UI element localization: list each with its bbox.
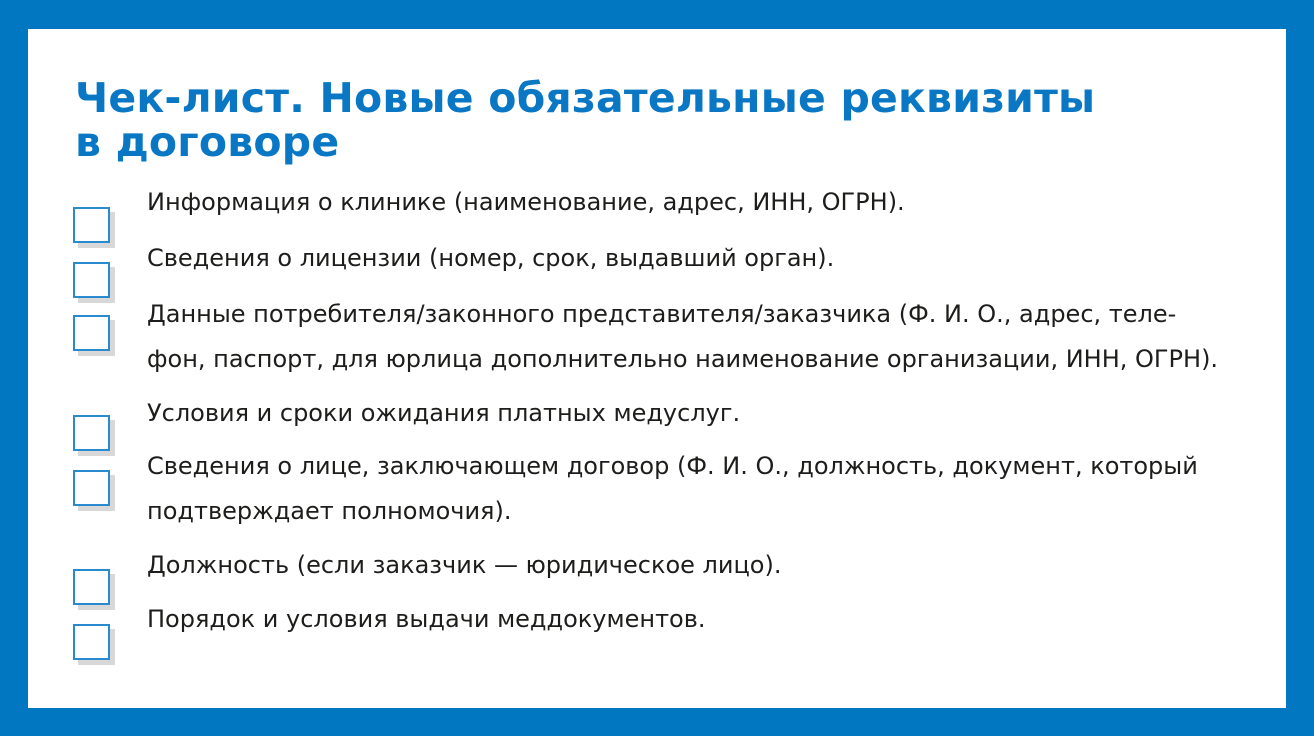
checkbox[interactable] <box>73 624 110 660</box>
checkbox[interactable] <box>73 569 110 605</box>
title-line-1: Чек-лист. Новые обязательные реквизиты <box>75 74 1096 122</box>
checkbox[interactable] <box>73 415 110 451</box>
checkbox[interactable] <box>73 262 110 298</box>
checkbox[interactable] <box>73 470 110 506</box>
checklist-item-label: Сведения о лице, заключающем договор (Ф. И. О., должность, документ, который подтверждает полномочия). <box>147 452 1198 525</box>
checklist-item-label: Должность (если заказчик — юридическое лицо). <box>147 551 782 579</box>
checklist-item-label: Сведения о лицензии (номер, срок, выдавший орган). <box>147 244 835 272</box>
checklist-item-label: Данные потребителя/законного представителя/заказчика (Ф. И. О., адрес, теле- фон, паспорт, для юрлица дополнительно наименование организации, ИНН, ОГРН). <box>147 300 1219 373</box>
checkbox[interactable] <box>73 207 110 243</box>
page-title <box>75 76 1175 164</box>
checkbox[interactable] <box>73 315 110 351</box>
checklist-item-label: Условия и сроки ожидания платных медуслуг. <box>147 399 741 427</box>
title-line-2: в договоре <box>75 118 340 166</box>
checklist-item-label: Порядок и условия выдачи меддокументов. <box>147 605 706 633</box>
checklist-item-label: Информация о клинике (наименование, адрес, ИНН, ОГРН). <box>147 188 905 216</box>
checklist-card <box>28 29 1286 708</box>
